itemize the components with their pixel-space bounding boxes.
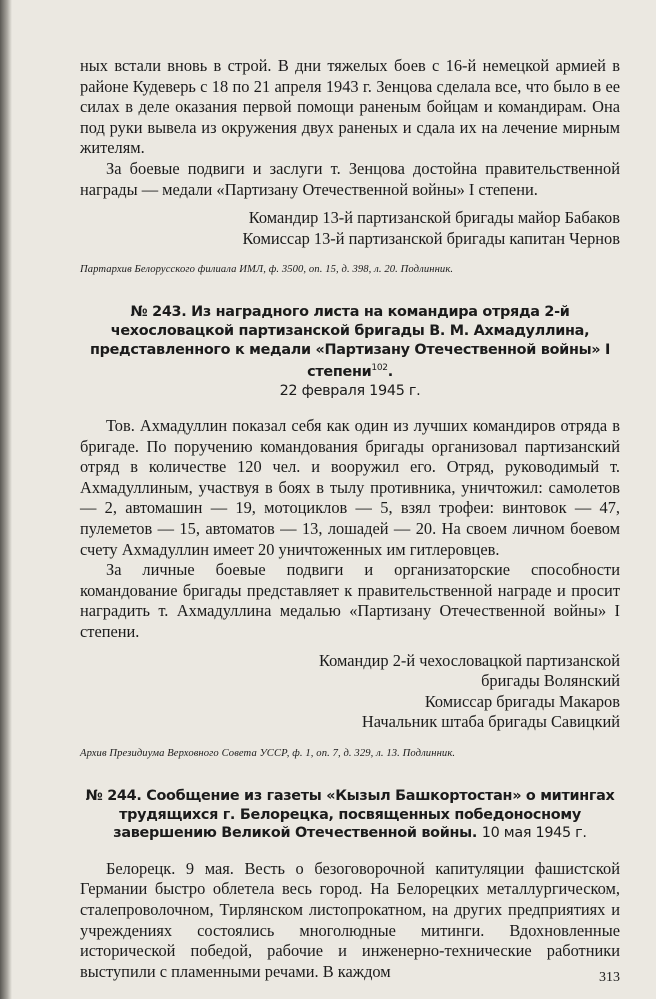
document-243	[80, 303, 620, 761]
signature-line: Начальник штаба бригады Савицкий	[361, 712, 620, 732]
document-heading: № 243. Из наградного листа на командира отряда 2-й чехословацкой партизанской бригады В. М. Ахмадуллина, представленного к медали «Партизану Отечественной войны» I степени$^{102}$. 22 февраля 1945 г.	[89, 304, 611, 399]
signature-line: Комиссар 13-й партизанской бригады капитан Чернов	[242, 228, 620, 248]
paragraph: ных встали вновь в строй. В дни тяжелых боев с 16-й немецкой армией в районе Кудеверь с 18 по 21 апреля 1943 г. Зенцова сделала все, что было в ее силах в деле оказания первой помощи раненым бойцам и командирам. Она под руки вывела из окружения двух раненых и сдала их на лечение мирным жителям.	[80, 56, 620, 158]
document-date: 10 мая 1945 г.	[481, 825, 587, 842]
archive-source: Архив Президиума Верховного Совета УССР, ф. 1, оп. 7, д. 329, л. 13. Подлинник.	[80, 748, 456, 760]
paragraph: За боевые подвиги и заслуги т. Зенцова достойна правительственной награды — медали «Партизану Отечественной войны» I степени.	[80, 158, 620, 199]
signature-line: бригады Волянский	[481, 671, 620, 691]
document-date: 22 февраля 1945 г.	[279, 382, 421, 399]
signature-line: Командир 13-й партизанской бригады майор Бабаков	[248, 208, 620, 228]
document-heading	[80, 787, 620, 843]
heading-text: № 243. Из наградного листа на командира отряда 2-й чехословацкой партизанской бригады В. М. Ахмадуллина, представленного к медали «Партизану Отечественной войны» I степени	[89, 304, 611, 380]
signature-line: Командир 2-й чехословацкой партизанской	[319, 650, 620, 670]
footnote-ref: 102	[371, 363, 388, 374]
document-242-end	[80, 56, 620, 277]
paragraph: Белорецк. 9 мая. Весть о безоговорочной капитуляции фашистской Германии быстро облетела весь город. На Белорецких металлургическом, сталепроволочном, Тирлянском листопрокатном, на других предприятиях и учреждениях состоялись многолюдные митинги. Вдохновленные исторической победой, рабочие и инженерно-технические работники выступили с пламенными речами. В каждом	[80, 858, 620, 981]
signature-line: Комиссар бригады Макаров	[424, 691, 620, 711]
paragraph: За личные боевые подвиги и организаторские способности командование бригады представляет к правительственной награде и просит наградить т. Ахмадуллина медалью «Партизану Отечественной войны» I степени.	[80, 560, 620, 642]
page-number: 313	[599, 970, 620, 985]
document-244	[80, 787, 620, 982]
binding-shadow	[0, 0, 12, 999]
paragraph: Тов. Ахмадуллин показал себя как один из лучших командиров отряда в бригаде. По поручению командования бригады организовал партизанский отряд в количестве 120 чел. и вооружил его. Отряд, руководимый т. Ахмадуллиным, участвуя в боях в тылу противника, уничтожил: самолетов — 2, автомашин — 19, мотоциклов — 5, взял трофеи: винтовок — 47, пулеметов — 15, автоматов — 13, лошадей — 20. На своем личном боевом счету Ахмадуллин имеет 20 уничтоженных им гитлеровцев.	[80, 416, 620, 559]
archive-source: Партархив Белорусского филиала ИМЛ, ф. 3500, оп. 15, д. 398, л. 20. Подлинник.	[80, 264, 454, 276]
page-text	[80, 56, 620, 982]
heading-text: № 244. Сообщение из газеты «Кызыл Башкортостан» о митингах трудящихся г. Белорецка, посвященных победоносному завершению Великой Отечественной войны.	[85, 788, 615, 842]
